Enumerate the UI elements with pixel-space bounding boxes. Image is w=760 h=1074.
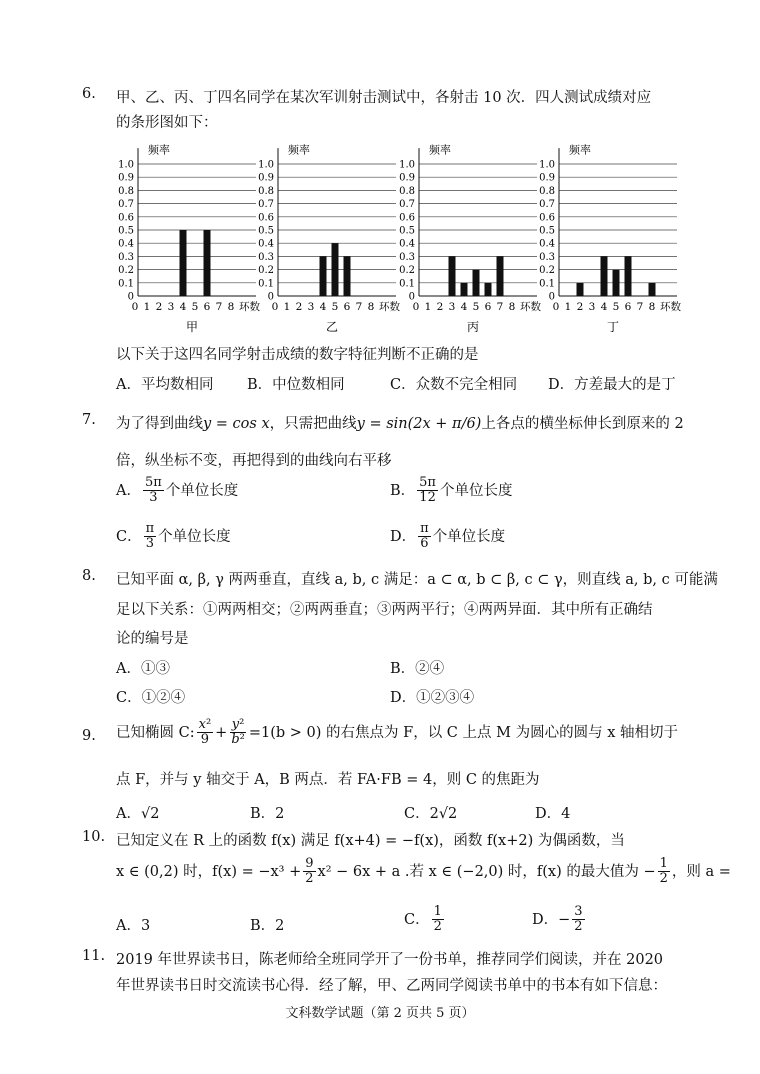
y-tick-label: 0.1 — [118, 278, 134, 290]
q10-text-line2: x ∈ (0,2) 时，f(x) = −x³ + $\frac{9}{2}$ x² − 6x + a .若 x ∈ (−2,0) 时，f(x) 的最大值为 − $\frac{1}{2}$ ，则 a = — [116, 856, 731, 887]
y-tick-label: 0.1 — [539, 278, 555, 290]
x-tick-label: 2 — [295, 301, 303, 313]
q7-text-line2: 倍，纵坐标不变，再把得到的曲线向右平移 — [116, 453, 392, 469]
x-tick-label: 0 — [271, 301, 279, 313]
q6-text-line2: 的条形图如下： — [116, 115, 218, 131]
x-axis-title: 环数 — [239, 301, 260, 313]
y-axis-title: 频率 — [429, 143, 451, 157]
y-tick-label: 1.0 — [399, 159, 415, 171]
bar — [461, 283, 468, 296]
y-tick-label: 0 — [267, 291, 274, 303]
y-tick-label: 0.4 — [539, 238, 555, 250]
q10-option-c: C． $\frac{1}{2}$ — [404, 904, 442, 935]
page-footer: 文科数学试题（第 2 页共 5 页） — [285, 1006, 475, 1021]
y-tick-label: 0.2 — [399, 265, 415, 277]
x-tick-label: 5 — [191, 301, 199, 313]
q11-text-line1: 2019 年世界读书日，陈老师给全班同学开了一份书单，推荐同学们阅读，并在 2020 — [116, 952, 664, 968]
x-tick-label: 5 — [612, 301, 620, 313]
bar — [613, 270, 620, 296]
x-tick-label: 1 — [143, 301, 151, 313]
q10-text-line1: 已知定义在 R 上的函数 f(x) 满足 f(x+4) = −f(x)，函数 f(x+2) 为偶函数，当 — [116, 833, 625, 849]
q8-option-a: A．①③ — [116, 661, 170, 677]
x-tick-label: 5 — [472, 301, 480, 313]
q7-option-c: C． $\frac{\pi}{3}$ 个单位长度 — [116, 521, 231, 552]
y-tick-label: 1.0 — [258, 159, 274, 171]
y-tick-label: 0.3 — [118, 251, 134, 263]
q6-question: 以下关于这四名同学射击成绩的数字特征判断不正确的是 — [116, 347, 479, 363]
y-tick-label: 0.7 — [258, 199, 274, 211]
q11-number: 11. — [82, 948, 106, 964]
y-tick-label: 0.3 — [539, 251, 555, 263]
x-tick-label: 5 — [331, 301, 339, 313]
y-tick-label: 0.9 — [539, 172, 555, 184]
chart-title: 乙 — [325, 320, 339, 334]
x-tick-label: 7 — [636, 301, 644, 313]
bar — [180, 230, 187, 296]
q6-text-line1: 甲、乙、丙、丁四名同学在某次军训射击测试中，各射击 10 次．四人测试成绩对应 — [116, 90, 652, 106]
y-tick-label: 0.7 — [118, 199, 134, 211]
q8-number: 8. — [82, 568, 96, 584]
y-tick-label: 0.8 — [399, 185, 415, 197]
y-tick-label: 0.2 — [118, 265, 134, 277]
y-tick-label: 0.2 — [539, 265, 555, 277]
y-tick-label: 0.5 — [118, 225, 134, 237]
q10-number: 10. — [82, 829, 106, 845]
bar — [625, 256, 632, 296]
x-tick-label: 0 — [131, 301, 139, 313]
x-tick-label: 0 — [552, 301, 560, 313]
q10-option-d: D．− $\frac{3}{2}$ — [532, 904, 583, 935]
x-tick-label: 6 — [343, 301, 351, 313]
bar — [601, 256, 608, 296]
bar — [449, 256, 456, 296]
q6-bar-charts — [0, 138, 760, 338]
y-tick-label: 0.4 — [258, 238, 274, 250]
q9-option-c: C．2√2 — [404, 806, 458, 822]
x-axis-title: 环数 — [520, 301, 541, 313]
q7-option-d: D． $\frac{\pi}{6}$ 个单位长度 — [390, 521, 506, 552]
y-tick-label: 0 — [548, 291, 555, 303]
x-tick-label: 1 — [283, 301, 291, 313]
x-tick-label: 8 — [508, 301, 516, 313]
y-axis-title: 频率 — [288, 143, 310, 157]
q9-number: 9. — [82, 728, 96, 744]
q9-text-line1: 已知椭圆 C: $\frac{\text{x²}}{9}$ + $\frac{\text{y²}}{\text{b²}}$ =1(b > 0) 的右焦点为 F，以 C 上点 M 为圆心的圆与 x 轴相切于 — [116, 717, 678, 748]
x-tick-label: 1 — [564, 301, 572, 313]
x-tick-label: 8 — [648, 301, 656, 313]
x-tick-label: 7 — [355, 301, 363, 313]
q9-option-b: B．2 — [250, 806, 285, 822]
x-tick-label: 2 — [436, 301, 444, 313]
y-tick-label: 0.1 — [399, 278, 415, 290]
y-tick-label: 0 — [127, 291, 134, 303]
q11-text-line2: 年世界读书日时交流读书心得．经了解，甲、乙两同学阅读书单中的书本有如下信息： — [116, 978, 667, 994]
q10-option-a: A．3 — [116, 918, 151, 934]
y-tick-label: 0.5 — [399, 225, 415, 237]
y-tick-label: 0.5 — [539, 225, 555, 237]
x-tick-label: 4 — [319, 301, 327, 313]
q8-option-c: C．①②④ — [116, 690, 186, 706]
q7-text-line1: 为了得到曲线y = cos x，只需把曲线y = sin(2x + π/6)上各点的横坐标伸长到原来的 2 — [116, 416, 684, 432]
x-axis-title: 环数 — [660, 301, 681, 313]
bar — [473, 270, 480, 296]
x-tick-label: 2 — [576, 301, 584, 313]
q9-option-d: D．4 — [535, 806, 571, 822]
x-tick-label: 4 — [600, 301, 608, 313]
q8-text-line1: 已知平面 α, β, γ 两两垂直，直线 a, b, c 满足：a ⊂ α, b ⊂ β, c ⊂ γ，则直线 a, b, c 可能满 — [116, 572, 718, 588]
y-tick-label: 0.8 — [118, 185, 134, 197]
y-tick-label: 0.6 — [258, 212, 274, 224]
y-tick-label: 0.8 — [258, 185, 274, 197]
q8-text-line2: 足以下关系：①两两相交；②两两垂直；③两两平行；④两两异面．其中所有正确结 — [116, 602, 653, 618]
q10-option-b: B．2 — [250, 918, 285, 934]
q6-number: 6. — [82, 86, 96, 102]
bar — [320, 256, 327, 296]
bar — [577, 283, 584, 296]
q7-option-a: A． $\frac{5\pi}{3}$ 个单位长度 — [116, 475, 239, 506]
chart-title: 丁 — [606, 320, 620, 334]
bar — [497, 256, 504, 296]
chart-title: 丙 — [466, 320, 480, 334]
y-tick-label: 0.9 — [258, 172, 274, 184]
x-tick-label: 6 — [484, 301, 492, 313]
y-tick-label: 0.9 — [399, 172, 415, 184]
y-tick-label: 0.2 — [258, 265, 274, 277]
q8-text-line3: 论的编号是 — [116, 631, 189, 647]
bar — [332, 243, 339, 296]
x-tick-label: 8 — [367, 301, 375, 313]
q6-option-a: A．平均数相同 — [116, 377, 214, 393]
x-tick-label: 1 — [424, 301, 432, 313]
x-tick-label: 4 — [179, 301, 187, 313]
y-tick-label: 0.7 — [399, 199, 415, 211]
y-tick-label: 1.0 — [539, 159, 555, 171]
q8-option-d: D．①②③④ — [390, 690, 475, 706]
chart-title: 甲 — [185, 320, 199, 334]
x-tick-label: 4 — [460, 301, 468, 313]
y-tick-label: 0.6 — [118, 212, 134, 224]
bar — [485, 283, 492, 296]
x-axis-title: 环数 — [379, 301, 400, 313]
x-tick-label: 8 — [227, 301, 235, 313]
x-tick-label: 3 — [588, 301, 596, 313]
x-tick-label: 6 — [203, 301, 211, 313]
bar — [204, 230, 211, 296]
x-tick-label: 0 — [412, 301, 420, 313]
y-tick-label: 0.9 — [118, 172, 134, 184]
bar — [344, 256, 351, 296]
y-tick-label: 0.1 — [258, 278, 274, 290]
y-tick-label: 0.4 — [118, 238, 134, 250]
y-tick-label: 1.0 — [118, 159, 134, 171]
y-tick-label: 0.5 — [258, 225, 274, 237]
x-tick-label: 3 — [167, 301, 175, 313]
y-axis-title: 频率 — [148, 143, 170, 157]
y-tick-label: 0.7 — [539, 199, 555, 211]
x-tick-label: 2 — [155, 301, 163, 313]
x-tick-label: 7 — [496, 301, 504, 313]
x-tick-label: 3 — [307, 301, 315, 313]
x-tick-label: 7 — [215, 301, 223, 313]
y-tick-label: 0.8 — [539, 185, 555, 197]
y-axis-title: 频率 — [569, 143, 591, 157]
q6-option-d: D．方差最大的是丁 — [548, 377, 676, 393]
y-tick-label: 0.3 — [399, 251, 415, 263]
q7-option-b: B． $\frac{5\pi}{12}$ 个单位长度 — [390, 475, 513, 506]
q9-text-line2: 点 F，并与 y 轴交于 A，B 两点．若 FA·FB = 4，则 C 的焦距为 — [116, 772, 540, 788]
y-tick-label: 0.6 — [539, 212, 555, 224]
x-tick-label: 6 — [624, 301, 632, 313]
bar — [649, 283, 656, 296]
y-tick-label: 0 — [408, 291, 415, 303]
q6-option-c: C．众数不完全相同 — [390, 377, 518, 393]
q7-number: 7. — [82, 412, 96, 428]
y-tick-label: 0.3 — [258, 251, 274, 263]
y-tick-label: 0.6 — [399, 212, 415, 224]
q9-option-a: A．√2 — [116, 806, 160, 822]
x-tick-label: 3 — [448, 301, 456, 313]
q6-option-b: B．中位数相同 — [247, 377, 345, 393]
q8-option-b: B．②④ — [390, 661, 445, 677]
y-tick-label: 0.4 — [399, 238, 415, 250]
